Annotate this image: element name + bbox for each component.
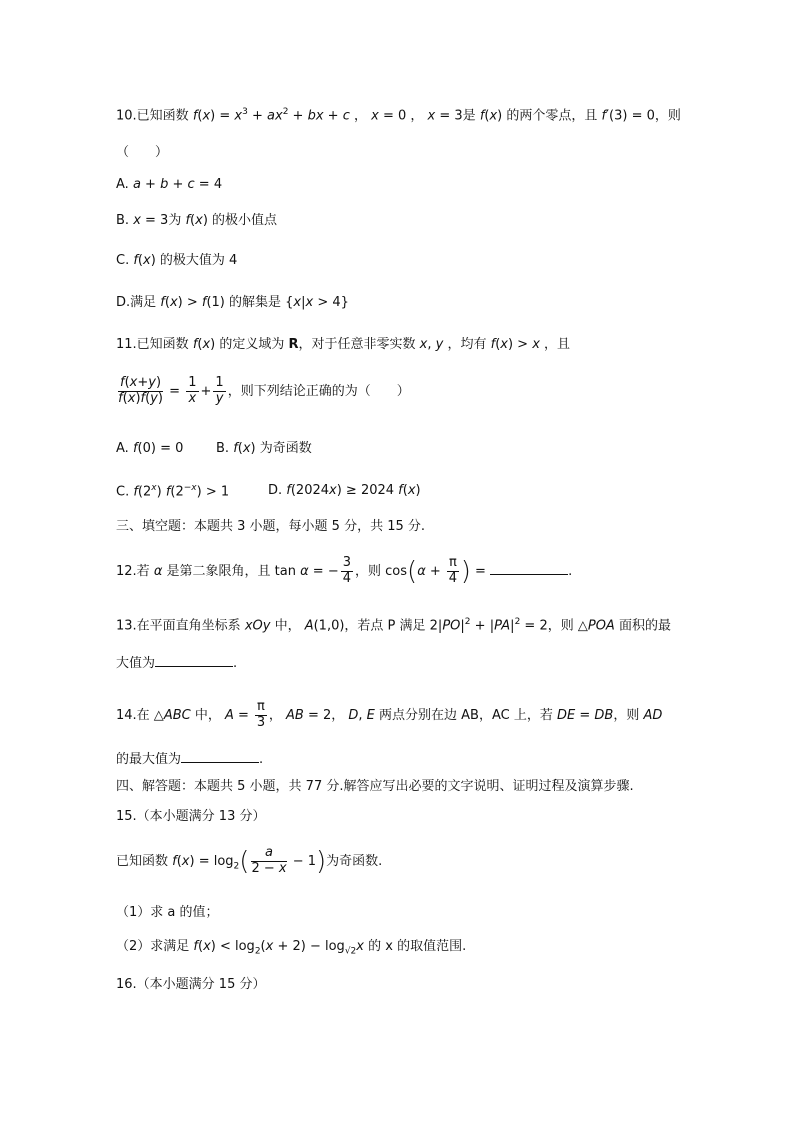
q10-option-a: A. a + b + c = 4 bbox=[116, 177, 223, 192]
q15-stem: 已知函数 $f(x) = \log_2$( $\frac{a}{2 - x}$ − 1)为奇函数. bbox=[116, 845, 383, 877]
q10-paren: （ ） bbox=[116, 145, 169, 160]
q12: 12.若 α 是第二象限角，且 tan α = − $\frac{3}{4}$ ，则 cos(α + $\frac{\pi}{4}$ ) = . bbox=[116, 555, 573, 587]
q15-part2: （2）求满足 $f(x) < \log_2(x + 2) - \log_{√2}x$ 的 x 的取值范围. bbox=[116, 939, 467, 957]
q11-condition-tail: ，则下列结论正确的为（ ） bbox=[227, 383, 410, 399]
q15-stem-tail: 为奇函数. bbox=[326, 853, 383, 869]
q13-line2: 大值为 . bbox=[116, 656, 238, 671]
q10-option-c: C. f(x) 的极大值为 4 bbox=[116, 253, 238, 268]
q16-header: 16.（本小题满分 15 分） bbox=[116, 977, 266, 992]
q10-stem: 10.已知函数 $f(x) = x^3 + ax^2$ + bx + c ， x = 0 ， x = 3是 f(x) 的两个零点，且 f′(3) = 0，则 bbox=[116, 107, 681, 124]
section-3-heading: 三、填空题：本题共 3 小题，每小题 5 分，共 15 分. bbox=[116, 519, 426, 534]
q10-option-d: D.满足 f(x) > f(1) 的解集是 {x|x > 4} bbox=[116, 295, 349, 310]
q11-option-c: C. f(2$^x$) $f(2^{-x}) > 1$ bbox=[116, 483, 230, 500]
q11-condition: $\frac{f(x+y)}{f(x)f(y)}$ = $\frac{1}{x}$ + $\frac{1}{y}$ ，则下列结论正确的为（ ） bbox=[118, 375, 410, 406]
q11-option-d: D. f(2024x) ≥ 2024 f(x) bbox=[268, 483, 421, 498]
q10-option-b: B. x = 3为 f(x) 的极小值点 bbox=[116, 213, 278, 228]
q14-line1: 14.在 △ABC 中， A = $\frac{\pi}{3}$ ， AB = 2， D, E 两点分别在边 AB，AC 上，若 DE = DB，则 AD bbox=[116, 699, 663, 730]
q11-option-a: A. f(0) = 0 bbox=[116, 441, 184, 456]
q15-part1: （1）求 a 的值； bbox=[116, 905, 219, 920]
q11-stem: 11.已知函数 f(x) 的定义域为 R，对于任意非零实数 x, y ，均有 f(x) > x ，且 bbox=[116, 337, 571, 352]
q13-line1: 13.在平面直角坐标系 xOy 中， A(1,0)，若点 P 满足 $2|PO|^2 + |PA|^2 = 2$，则 △POA 面积的最 bbox=[116, 617, 671, 634]
section-4-heading: 四、解答题：本题共 5 小题，共 77 分.解答应写出必要的文字说明、证明过程及演算步骤. bbox=[116, 779, 634, 794]
q15-header: 15.（本小题满分 13 分） bbox=[116, 809, 266, 824]
q11-option-b: B. f(x) 为奇函数 bbox=[216, 441, 312, 456]
q14-line2: 的最大值为 . bbox=[116, 752, 264, 767]
